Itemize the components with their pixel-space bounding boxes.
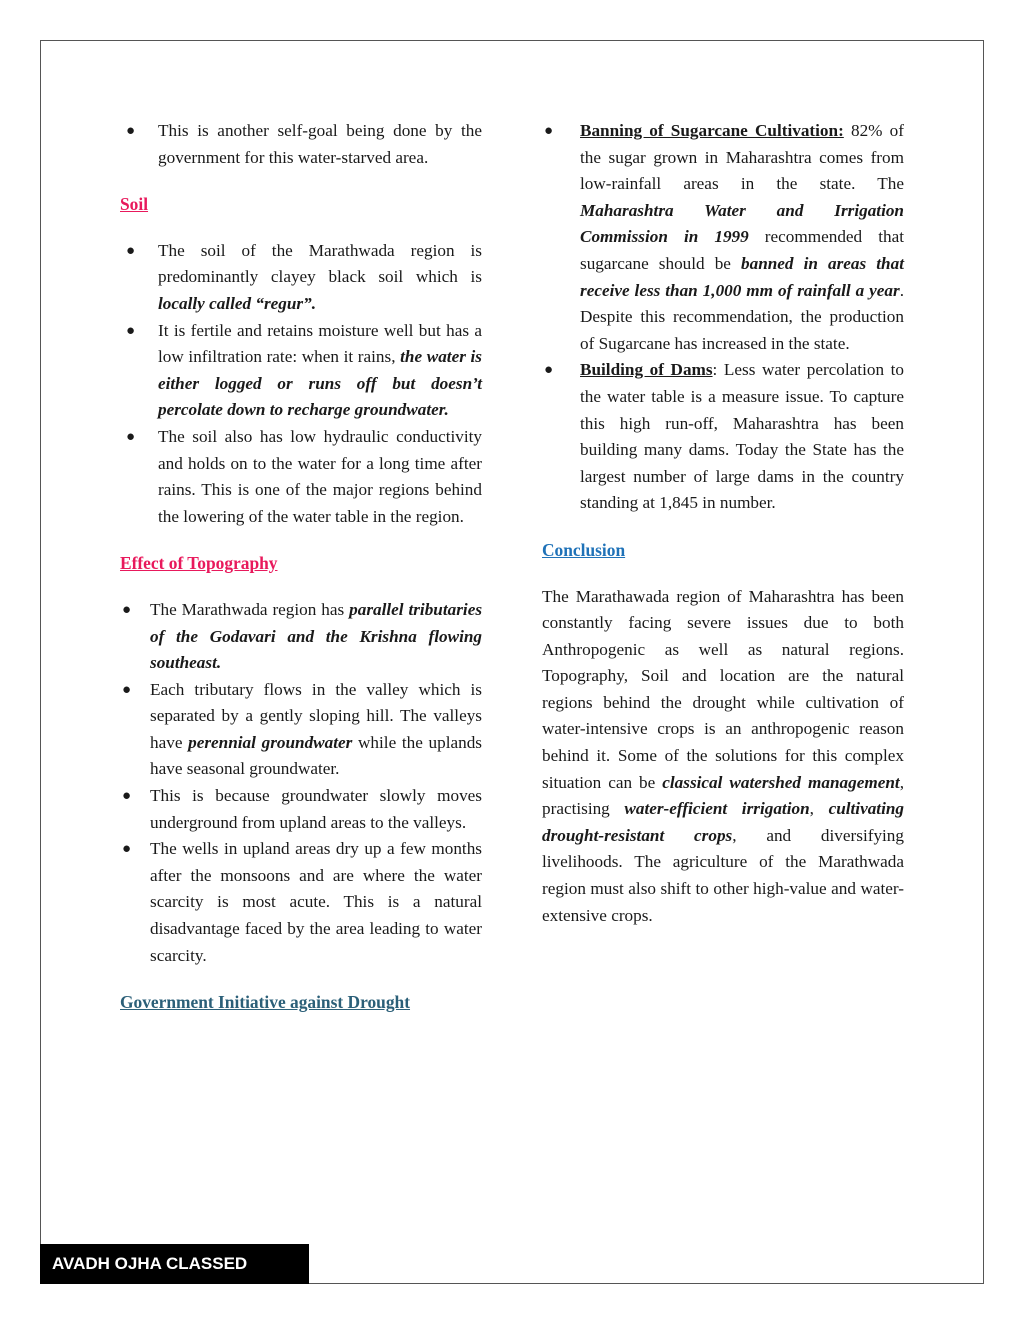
topography-heading: Effect of Topography bbox=[120, 553, 278, 574]
list-item: ● It is fertile and retains moisture well but has a low infiltration rate: when it rains, the water is either logged or runs off but doesn’t percolate down to recharge groundwater. bbox=[120, 318, 482, 424]
list-item: ● Each tributary flows in the valley which is separated by a gently sloping hill. The valleys have perennial groundwater while the uplands have seasonal groundwater. bbox=[120, 677, 482, 783]
right-column bbox=[542, 118, 904, 929]
list-item: ● This is another self-goal being done by the government for this water-starved area. bbox=[120, 118, 482, 171]
bullet-icon: ● bbox=[126, 322, 136, 339]
bullet-icon: ● bbox=[544, 362, 554, 379]
bullet-icon: ● bbox=[544, 123, 554, 139]
list-item: ● Building of Dams: Less water percolation to the water table is a measure issue. To capture this high run-off, Maharashtra has been building many dams. Today the State has the largest number of large dams in the country standing at 1,845 in number. bbox=[542, 357, 904, 517]
list-item: ● The Marathwada region has parallel tributaries of the Godavari and the Krishna flowing southeast. bbox=[120, 597, 482, 677]
footer-label: AVADH OJHA CLASSED bbox=[40, 1244, 309, 1284]
dams-label: Building of Dams bbox=[580, 360, 713, 380]
bullet-icon: ● bbox=[126, 242, 136, 259]
bullet-icon: ● bbox=[126, 123, 136, 139]
list-item: ● The soil of the Marathwada region is predominantly clayey black soil which is locally called “regur”. bbox=[120, 238, 482, 318]
sugarcane-label: Banning of Sugarcane Cultivation: bbox=[580, 121, 844, 140]
list-item: ● The soil also has low hydraulic conductivity and holds on to the water for a long time after rains. This is one of the major regions behind the lowering of the water table in the region. bbox=[120, 424, 482, 530]
list-item: ● The wells in upland areas dry up a few months after the monsoons and are where the water scarcity is most acute. This is a natural disadvantage faced by the area leading to water scarcity. bbox=[120, 836, 482, 969]
bullet-icon: ● bbox=[122, 788, 132, 805]
intro-list bbox=[120, 118, 482, 171]
soil-list bbox=[120, 238, 482, 531]
bullet-icon: ● bbox=[122, 681, 132, 698]
conclusion-paragraph: The Marathawada region of Maharashtra has been constantly facing severe issues due to both Anthropogenic as well as natural regions. Topography, Soil and location are the natural regions behind the drought while cultivation of water-intensive crops is an anthropogenic reason behind it. Some of the solutions for this complex situation can be classical watershed management, practising water-efficient irrigation, cultivating drought-resistant crops, and diversifying livelihoods. The agriculture of the Marathwada region must also shift to other high-value and water-extensive crops. bbox=[542, 586, 905, 925]
soil-heading: Soil bbox=[120, 194, 149, 215]
government-initiative-heading: Government Initiative against Drought bbox=[120, 992, 411, 1013]
bullet-icon: ● bbox=[126, 428, 136, 445]
conclusion-heading: Conclusion bbox=[542, 539, 626, 560]
bullet-icon: ● bbox=[122, 841, 132, 858]
list-item: ● This is because groundwater slowly moves underground from upland areas to the valleys. bbox=[120, 783, 482, 836]
topography-list bbox=[120, 597, 482, 969]
bullet-icon: ● bbox=[122, 601, 132, 618]
initiatives-list bbox=[542, 118, 904, 517]
left-column bbox=[120, 118, 482, 1016]
list-item: ● Banning of Sugarcane Cultivation: 82% of the sugar grown in Maharashtra comes from low-rainfall areas in the state. The Maharashtra Water and Irrigation Commission in 1999 recommended that sugarcane should be banned in areas that receive less than 1,000 mm of rainfall a year. Despite this recommendation, the production of Sugarcane has increased in the state. bbox=[542, 118, 904, 357]
